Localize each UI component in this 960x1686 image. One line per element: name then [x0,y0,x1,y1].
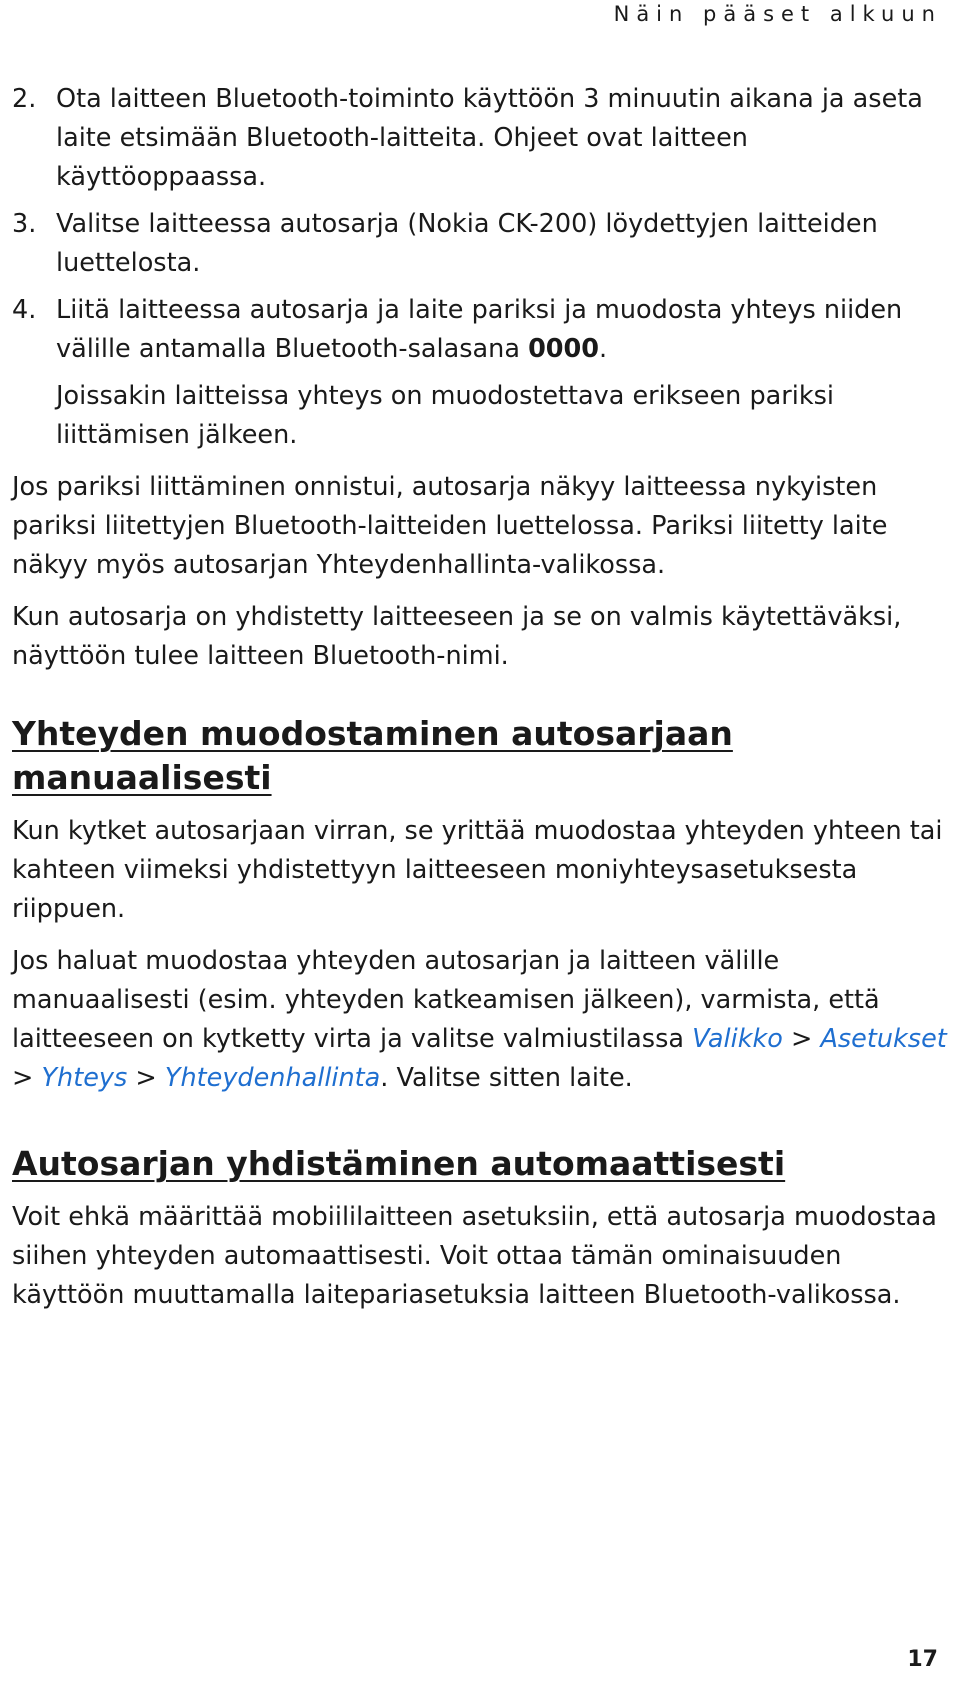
menu-separator: > [12,1063,34,1093]
section-title-automatic: Autosarjan yhdistäminen automaattisesti [12,1144,786,1183]
menu-link-yhteydenhallinta[interactable]: Yhteydenhallinta [164,1063,381,1093]
menu-separator: > [135,1063,157,1093]
passcode: 0000 [528,334,600,364]
paragraph-automatic: Voit ehkä määrittää mobiililaitteen asetuksiin, että autosarja muodostaa siihen yhteyden automaattisesti. Voit ottaa tämän ominaisuuden käyttöön muuttamalla laitepariasetuksia laitteen Bluetooth-valikossa. [12,1202,937,1310]
menu-link-asetukset[interactable]: Asetukset [820,1024,947,1054]
step-4-note: Joissakin laitteissa yhteys on muodostettava erikseen pariksi liittämisen jälkeen. [56,381,834,450]
menu-separator: > [790,1024,813,1054]
manual-text-before: Jos haluat muodostaa yhteyden autosarjan ja laitteen välille manuaalisesti (esim. yhteyden katkeamisen jälkeen), varmista, että laitteeseen on kytketty virta ja valitse valmiustilassa [12,946,880,1054]
list-item-step-4 [12,291,948,369]
section-title-manual: Yhteyden muodostaminen autosarjaan manuaalisesti [12,714,733,797]
step-text: Ota laitteen Bluetooth-toiminto käyttöön 3 minuutin aikana ja aseta laite etsimään Bluetooth-laitteita. Ohjeet ovat laitteen käyttöoppaassa. [56,84,923,192]
running-header: Näin pääset alkuun [613,2,942,26]
paragraph-pairing-result: Jos pariksi liittäminen onnistui, autosarja näkyy laitteessa nykyisten pariksi liitettyjen Bluetooth-laitteiden luettelossa. Pariksi liitetty laite näkyy myös autosarjan Yhteydenhallinta-valikossa. [12,472,888,580]
manual-text-after: . Valitse sitten laite. [380,1063,633,1093]
page-content [12,80,948,1328]
list-item-step-2 [12,80,948,197]
paragraph-connected: Kun autosarja on yhdistetty laitteeseen ja se on valmis käytettäväksi, näyttöön tulee laitteen Bluetooth-nimi. [12,602,902,671]
step-text-after: . [599,334,608,364]
paragraph-manual-steps [12,942,948,1098]
page-number: 17 [907,1647,938,1672]
step-text: Valitse laitteessa autosarja (Nokia CK-200) löydettyjen laitteiden luettelosta. [56,209,878,278]
steps-list [12,80,948,369]
step-number: 2. [12,84,37,114]
step-text-before: Liitä laitteessa autosarja ja laite pariksi ja muodosta yhteys niiden välille antamalla Bluetooth-salasana [56,295,903,364]
step-number: 3. [12,209,37,239]
list-item-step-3 [12,205,948,283]
paragraph-manual-intro: Kun kytket autosarjaan virran, se yrittää muodostaa yhteyden yhteen tai kahteen viimeksi yhdistettyyn laitteeseen moniyhteysasetuksesta riippuen. [12,816,943,924]
menu-link-yhteys[interactable]: Yhteys [41,1063,128,1093]
step-number: 4. [12,295,37,325]
menu-link-valikko[interactable]: Valikko [692,1024,783,1054]
step-text [56,295,902,364]
